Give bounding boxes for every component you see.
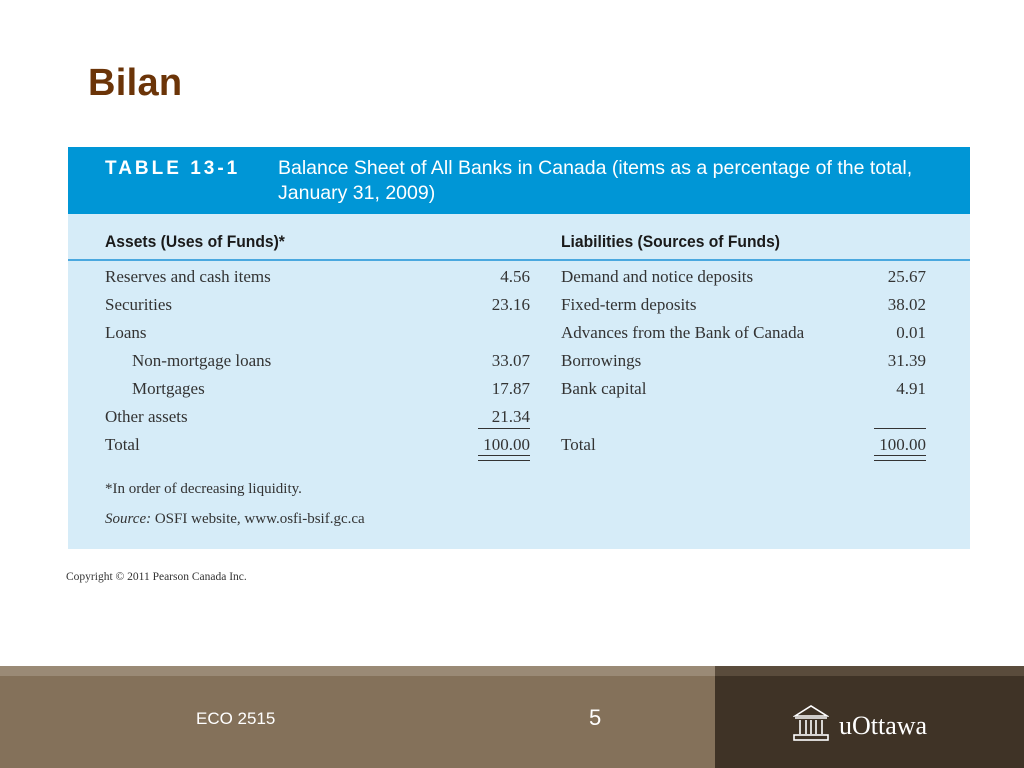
liability-label: Bank capital bbox=[561, 379, 647, 398]
footer-right-stripe bbox=[715, 666, 1024, 676]
balance-sheet-table bbox=[68, 147, 970, 549]
university-building-icon bbox=[793, 702, 829, 742]
table-number: TABLE 13-1 bbox=[105, 158, 241, 179]
subtotal-underline bbox=[478, 428, 530, 429]
header-rule bbox=[68, 259, 970, 261]
liability-value: 31.39 bbox=[887, 351, 926, 370]
table-header bbox=[68, 147, 970, 214]
liability-value: 4.91 bbox=[896, 379, 926, 398]
table-caption: Balance Sheet of All Banks in Canada (items as a percentage of the total, January 31, 2009) bbox=[278, 157, 913, 204]
asset-label: Loans bbox=[105, 323, 147, 342]
liability-value: 25.67 bbox=[887, 267, 926, 286]
course-code: ECO 2515 bbox=[196, 709, 276, 728]
page-number: 5 bbox=[589, 705, 602, 730]
total-double-underline bbox=[478, 455, 530, 461]
footer-left-stripe bbox=[0, 666, 715, 676]
total-double-underline bbox=[874, 455, 926, 461]
liability-value: 0.01 bbox=[896, 323, 926, 342]
asset-value: 33.07 bbox=[491, 351, 530, 370]
table-source bbox=[105, 511, 365, 528]
source-text: OSFI website, www.osfi-bsif.gc.ca bbox=[151, 511, 365, 527]
asset-label: Non-mortgage loans bbox=[132, 351, 272, 370]
copyright-notice: Copyright © 2011 Pearson Canada Inc. bbox=[66, 571, 247, 583]
liability-value: 38.02 bbox=[887, 295, 926, 314]
asset-value: 100.00 bbox=[483, 435, 530, 454]
slide-title: Bilan bbox=[88, 62, 183, 104]
slide-footer bbox=[0, 666, 1024, 768]
liability-label: Total bbox=[561, 435, 596, 454]
asset-value: 17.87 bbox=[491, 379, 530, 398]
liabilities-column-header: Liabilities (Sources of Funds) bbox=[561, 232, 780, 251]
liability-label: Fixed-term deposits bbox=[561, 295, 697, 314]
assets-column-header: Assets (Uses of Funds)* bbox=[105, 232, 285, 251]
university-logo-text: uOttawa bbox=[839, 711, 928, 740]
liability-value: 100.00 bbox=[879, 435, 926, 454]
asset-value: 23.16 bbox=[491, 295, 530, 314]
asset-value: 4.56 bbox=[500, 267, 530, 286]
liability-label: Borrowings bbox=[561, 351, 642, 370]
liability-label: Demand and notice deposits bbox=[561, 267, 754, 286]
source-label: Source: bbox=[105, 511, 152, 527]
subtotal-underline bbox=[874, 428, 926, 429]
liability-label: Advances from the Bank of Canada bbox=[561, 323, 805, 342]
asset-value: 21.34 bbox=[491, 407, 530, 426]
asset-label: Securities bbox=[105, 295, 173, 314]
asset-label: Total bbox=[105, 435, 140, 454]
footer-left-panel bbox=[0, 666, 715, 768]
asset-label: Reserves and cash items bbox=[105, 267, 271, 286]
table-footnote: *In order of decreasing liquidity. bbox=[105, 481, 302, 497]
asset-label: Mortgages bbox=[132, 379, 205, 398]
asset-label: Other assets bbox=[105, 407, 188, 426]
